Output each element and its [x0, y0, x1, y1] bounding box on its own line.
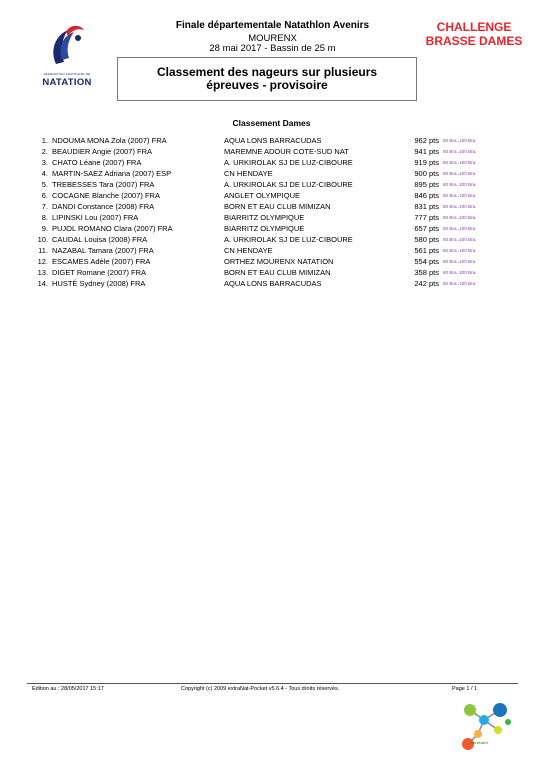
table-row [0, 190, 543, 201]
table-row [0, 267, 543, 278]
logo-name: NATATION [42, 77, 92, 88]
rank: 6. [41, 191, 48, 200]
events: 50 Bra.,100 Bra. [443, 270, 477, 275]
swimmer-name: COCAGNE Blanche (2007) FRA [52, 191, 160, 200]
rank: 14. [37, 279, 48, 288]
rank: 7. [41, 202, 48, 211]
table-row [0, 278, 543, 289]
footer-divider [27, 683, 518, 684]
points: 831 pts [414, 202, 439, 211]
points: 919 pts [414, 158, 439, 167]
points: 580 pts [414, 235, 439, 244]
edition-date: Edition au : 28/05/2017 15:17 [32, 686, 104, 692]
points: 895 pts [414, 180, 439, 189]
competition-title: Finale départementale Natathlon Avenirs [175, 20, 370, 31]
ranking-title-line1: Classement des nageurs sur plusieurs [156, 65, 378, 79]
rank: 12. [37, 257, 48, 266]
table-row [0, 234, 543, 245]
points: 561 pts [414, 246, 439, 255]
swimmer-name: MARTIN-SAEZ Adriana (2007) ESP [52, 169, 172, 178]
swimmer-name: CAUDAL Louisa (2008) FRA [52, 235, 148, 244]
swimmer-name: ESCAMES Adèle (2007) FRA [52, 257, 151, 266]
events: 50 Bra.,100 Bra. [443, 138, 477, 143]
club-name: MAREMNE ADOUR COTE-SUD NAT [224, 147, 349, 156]
points: 900 pts [414, 169, 439, 178]
table-row [0, 168, 543, 179]
club-name: BIARRITZ OLYMPIQUE [224, 224, 305, 233]
swimmer-name: DIGET Romane (2007) FRA [52, 268, 147, 277]
points: 846 pts [414, 191, 439, 200]
points: 962 pts [414, 136, 439, 145]
table-row [0, 245, 543, 256]
events: 50 Bra.,100 Bra. [443, 259, 477, 264]
swimmer-logo-icon [48, 22, 88, 70]
club-name: A. URKIROLAK SJ DE LUZ-CIBOURE [224, 158, 353, 167]
points: 657 pts [414, 224, 439, 233]
events: 50 Bra.,100 Bra. [443, 160, 477, 165]
swimmer-name: PUJOL ROMANO Clara (2007) FRA [52, 224, 173, 233]
table-row [0, 179, 543, 190]
events: 50 Bra.,100 Bra. [443, 281, 477, 286]
club-name: BIARRITZ OLYMPIQUE [224, 213, 305, 222]
ffn-logo [36, 22, 98, 88]
club-name: AQUA LONS BARRACUDAS [224, 136, 322, 145]
swimmer-name: TREBESSES Tara (2007) FRA [52, 180, 155, 189]
competition-location: MOURENX [248, 33, 297, 44]
club-name: A. URKIROLAK SJ DE LUZ-CIBOURE [224, 235, 353, 244]
club-name: AQUA LONS BARRACUDAS [224, 279, 322, 288]
rank: 8. [41, 213, 48, 222]
page-number: Page 1 / 1 [452, 686, 478, 692]
table-row [0, 223, 543, 234]
table-row [0, 256, 543, 267]
logo-subtitle: FÉDÉRATION FRANÇAISE DE [43, 72, 91, 76]
points: 358 pts [414, 268, 439, 277]
copyright-text: Copyright (c) 2009 extraNat-Pocket v5.6.4 - Tous droits réservés. [181, 686, 340, 692]
table-row [0, 212, 543, 223]
ranking-title-box [117, 57, 417, 101]
events: 50 Bra.,100 Bra. [443, 149, 477, 154]
challenge-subtitle: BRASSE DAMES [425, 34, 523, 48]
club-name: BORN ET EAU CLUB MIMIZAN [224, 268, 331, 277]
ranking-title-line2: épreuves - provisoire [206, 78, 328, 92]
events: 50 Bra.,100 Bra. [443, 215, 477, 220]
rank: 9. [41, 224, 48, 233]
events: 50 Bra.,100 Bra. [443, 193, 477, 198]
points: 242 pts [414, 279, 439, 288]
challenge-title: CHALLENGE [436, 20, 512, 34]
club-name: BORN ET EAU CLUB MIMIZAN [224, 202, 331, 211]
swimmer-name: HUSTÉ Sydney (2008) FRA [52, 279, 146, 288]
events: 50 Bra.,100 Bra. [443, 248, 477, 253]
rank: 3. [41, 158, 48, 167]
events: 50 Bra.,100 Bra. [443, 237, 477, 242]
swimmer-name: BEAUDIER Angie (2007) FRA [52, 147, 153, 156]
rank: 5. [41, 180, 48, 189]
club-name: A. URKIROLAK SJ DE LUZ-CIBOURE [224, 180, 353, 189]
events: 50 Bra.,100 Bra. [443, 226, 477, 231]
points: 554 pts [414, 257, 439, 266]
swimmer-name: NDOUMA MONA Zola (2007) FRA [52, 136, 167, 145]
rank: 1. [41, 136, 48, 145]
swimmer-name: NAZABAL Tamara (2007) FRA [52, 246, 154, 255]
molecule-logo-icon [458, 700, 514, 754]
club-name: ANGLET OLYMPIQUE [224, 191, 300, 200]
swimmer-name: LIPINSKI Lou (2007) FRA [52, 213, 139, 222]
club-name: CN HENDAYE [224, 169, 273, 178]
extranat-logo-text: extraNat.fr [470, 740, 489, 745]
table-row [0, 146, 543, 157]
extranat-logo [458, 700, 514, 754]
rank: 13. [37, 268, 48, 277]
club-name: ORTHEZ MOURENX NATATION [224, 257, 334, 266]
events: 50 Bra.,100 Bra. [443, 204, 477, 209]
rank: 11. [38, 246, 48, 255]
table-row [0, 135, 543, 146]
rank: 2. [41, 147, 48, 156]
rank: 10. [37, 235, 48, 244]
events: 50 Bra.,100 Bra. [443, 171, 477, 176]
points: 941 pts [414, 147, 439, 156]
events: 50 Bra.,100 Bra. [443, 182, 477, 187]
competition-date: 28 mai 2017 - Bassin de 25 m [209, 43, 336, 54]
table-row [0, 201, 543, 212]
swimmer-name: DANDI Constance (2008) FRA [52, 202, 155, 211]
table-row [0, 157, 543, 168]
swimmer-name: CHATO Léane (2007) FRA [52, 158, 142, 167]
club-name: CN HENDAYE [224, 246, 273, 255]
rank: 4. [41, 169, 48, 178]
section-title: Classement Dames [232, 118, 311, 128]
points: 777 pts [414, 213, 439, 222]
